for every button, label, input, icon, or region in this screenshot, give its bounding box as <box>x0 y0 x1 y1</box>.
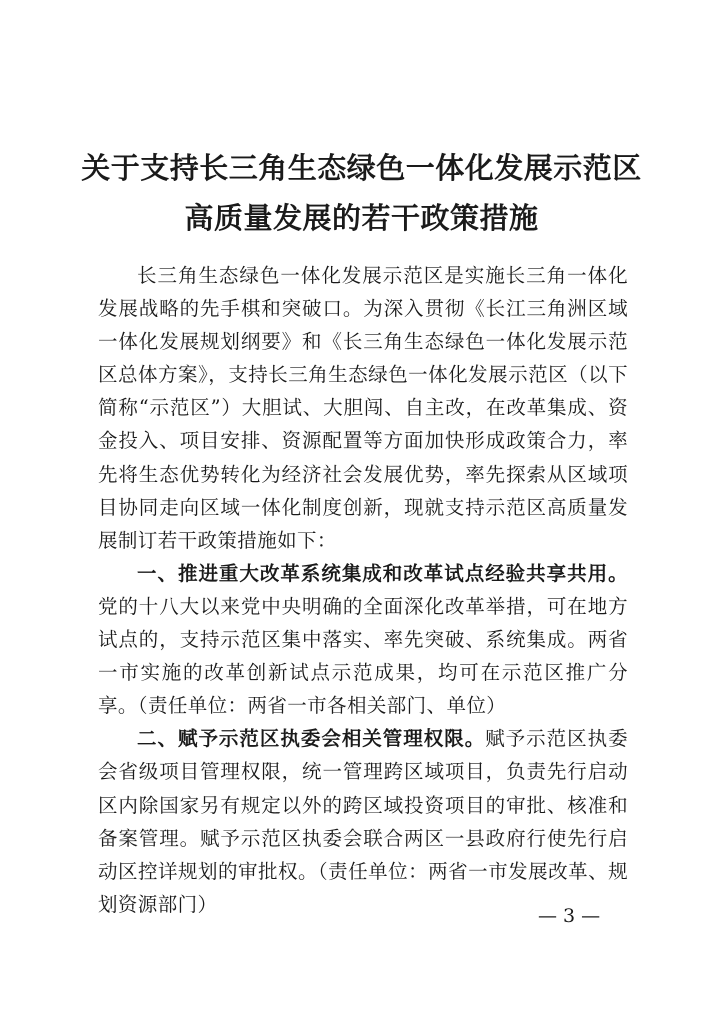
document-title-line-2: 高质量发展的若干政策措施 <box>184 201 539 235</box>
page-number: — 3 — <box>538 905 601 927</box>
section-1-body: 党的十八大以来党中央明确的全面深化改革举措，可在地方试点的，支持示范区集中落实、率先突破、系统集成。两省一市实施的改革创新试点示范成果，均可在示范区推广分享。（责任单位：两省一市各相关部门、单位） <box>98 594 628 718</box>
section-2-body: 赋予示范区执委会省级项目管理权限，统一管理跨区域项目，负责先行启动区内除国家另有规定以外的跨区域投资项目的审批、核准和备案管理。赋予示范区执委会联合两区一县政府行使先行启动区控详规划的审批权。（责任单位：两省一市发展改革、规划资源部门） <box>98 727 628 916</box>
document-title-line-1: 关于支持长三角生态绿色一体化发展示范区 <box>81 151 642 185</box>
document-body <box>98 259 628 921</box>
section-2-paragraph <box>98 722 628 921</box>
section-1-heading: 一、推进重大改革系统集成和改革试点经验共享共用。 <box>137 561 628 585</box>
section-1-paragraph <box>98 557 628 722</box>
section-2-heading: 二、赋予示范区执委会相关管理权限。 <box>137 727 486 751</box>
intro-paragraph: 长三角生态绿色一体化发展示范区是实施长三角一体化发展战略的先手棋和突破口。为深入贯彻《长江三角洲区域一体化发展规划纲要》和《长三角生态绿色一体化发展示范区总体方案》，支持长三角生态绿色一体化发展示范区（以下简称“示范区”）大胆试、大胆闯、自主改，在改革集成、资金投入、项目安排、资源配置等方面加快形成政策合力，率先将生态优势转化为经济社会发展优势，率先探索从区域项目协同走向区域一体化制度创新，现就支持示范区高质量发展制订若干政策措施如下： <box>98 264 628 552</box>
